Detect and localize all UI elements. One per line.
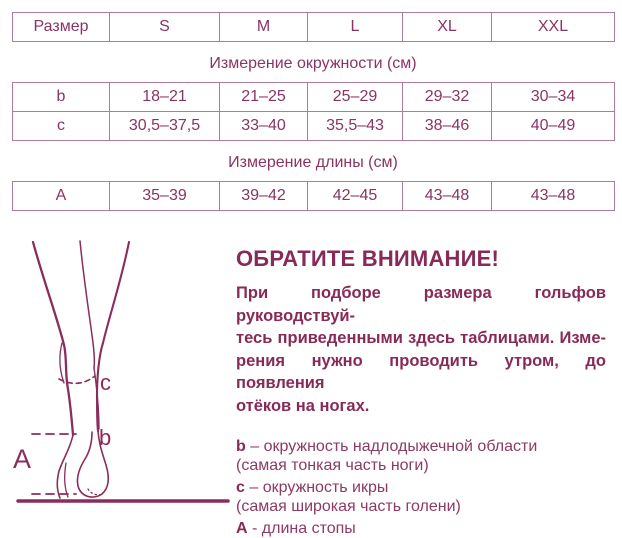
cell-b-xl: 29–32 (403, 83, 492, 112)
legend-text-b: – окружность надлодыжечной области (250, 438, 538, 455)
legend-key-a: A (236, 520, 248, 537)
legend-item-c (236, 478, 606, 516)
length-section-title: Измерение длины (см) (228, 154, 398, 171)
bottom-section (0, 237, 622, 538)
measurement-legend (236, 437, 606, 538)
cell-b-xxl: 30–34 (492, 83, 615, 112)
legs-illustration-icon (0, 237, 232, 512)
cell-a-xl: 43–48 (403, 182, 492, 211)
row-label-c: c (13, 112, 110, 141)
legend-item-b (236, 437, 606, 475)
notice-paragraph-line: При подборе размера гольфов руководствуй- (236, 284, 606, 325)
diagram-label-a: A (13, 444, 32, 474)
table-row (13, 13, 615, 42)
legend-text-a: - длина стопы (252, 520, 356, 537)
notice-paragraph-line: отёков на ногах. (236, 396, 370, 415)
size-tables-block (12, 12, 614, 211)
table-row (13, 182, 615, 211)
cell-a-m: 39–42 (220, 182, 308, 211)
diagram-label-c: c (100, 370, 111, 395)
cell-c-s: 30,5–37,5 (110, 112, 220, 141)
table-row (13, 83, 615, 112)
cell-a-xxl: 43–48 (492, 182, 615, 211)
notice-paragraph-line: рения нужно проводить утром, до появления (236, 351, 606, 392)
legend-note-c: (самая широкая часть голени) (236, 498, 461, 515)
legend-note-b: (самая тонкая часть ноги) (236, 457, 429, 474)
table-row (13, 112, 615, 141)
size-cell-l: L (308, 13, 403, 42)
circumference-section-title: Измерение окружности (см) (209, 55, 417, 72)
size-cell-xl: XL (403, 13, 492, 42)
cell-c-l: 35,5–43 (308, 112, 403, 141)
cell-b-m: 21–25 (220, 83, 308, 112)
size-cell-s: S (110, 13, 220, 42)
row-label-b: b (13, 83, 110, 112)
cell-c-xxl: 40–49 (492, 112, 615, 141)
length-table (12, 181, 615, 211)
notice-title: ОБРАТИТЕ ВНИМАНИЕ! (236, 246, 500, 271)
cell-c-m: 33–40 (220, 112, 308, 141)
cell-a-s: 35–39 (110, 182, 220, 211)
legs-measurement-diagram (0, 237, 232, 512)
legend-text-c: – окружность икры (249, 479, 389, 496)
legend-key-c: c (236, 479, 245, 496)
cell-c-xl: 38–46 (403, 112, 492, 141)
notice-paragraph (236, 282, 606, 417)
diagram-label-b: b (99, 425, 112, 450)
circumference-table (12, 82, 615, 141)
size-cell-m: M (220, 13, 308, 42)
size-row-label: Размер (13, 13, 110, 42)
cell-b-l: 25–29 (308, 83, 403, 112)
notice-column (232, 237, 612, 538)
notice-paragraph-line: тесь приведенными здесь таблицами. Изме- (236, 329, 606, 347)
size-cell-xxl: XXL (492, 13, 615, 42)
cell-b-s: 18–21 (110, 83, 220, 112)
sizes-table (12, 12, 615, 42)
row-label-a: A (13, 182, 110, 211)
cell-a-l: 42–45 (308, 182, 403, 211)
legend-item-a (236, 519, 606, 538)
legend-key-b: b (236, 438, 246, 455)
